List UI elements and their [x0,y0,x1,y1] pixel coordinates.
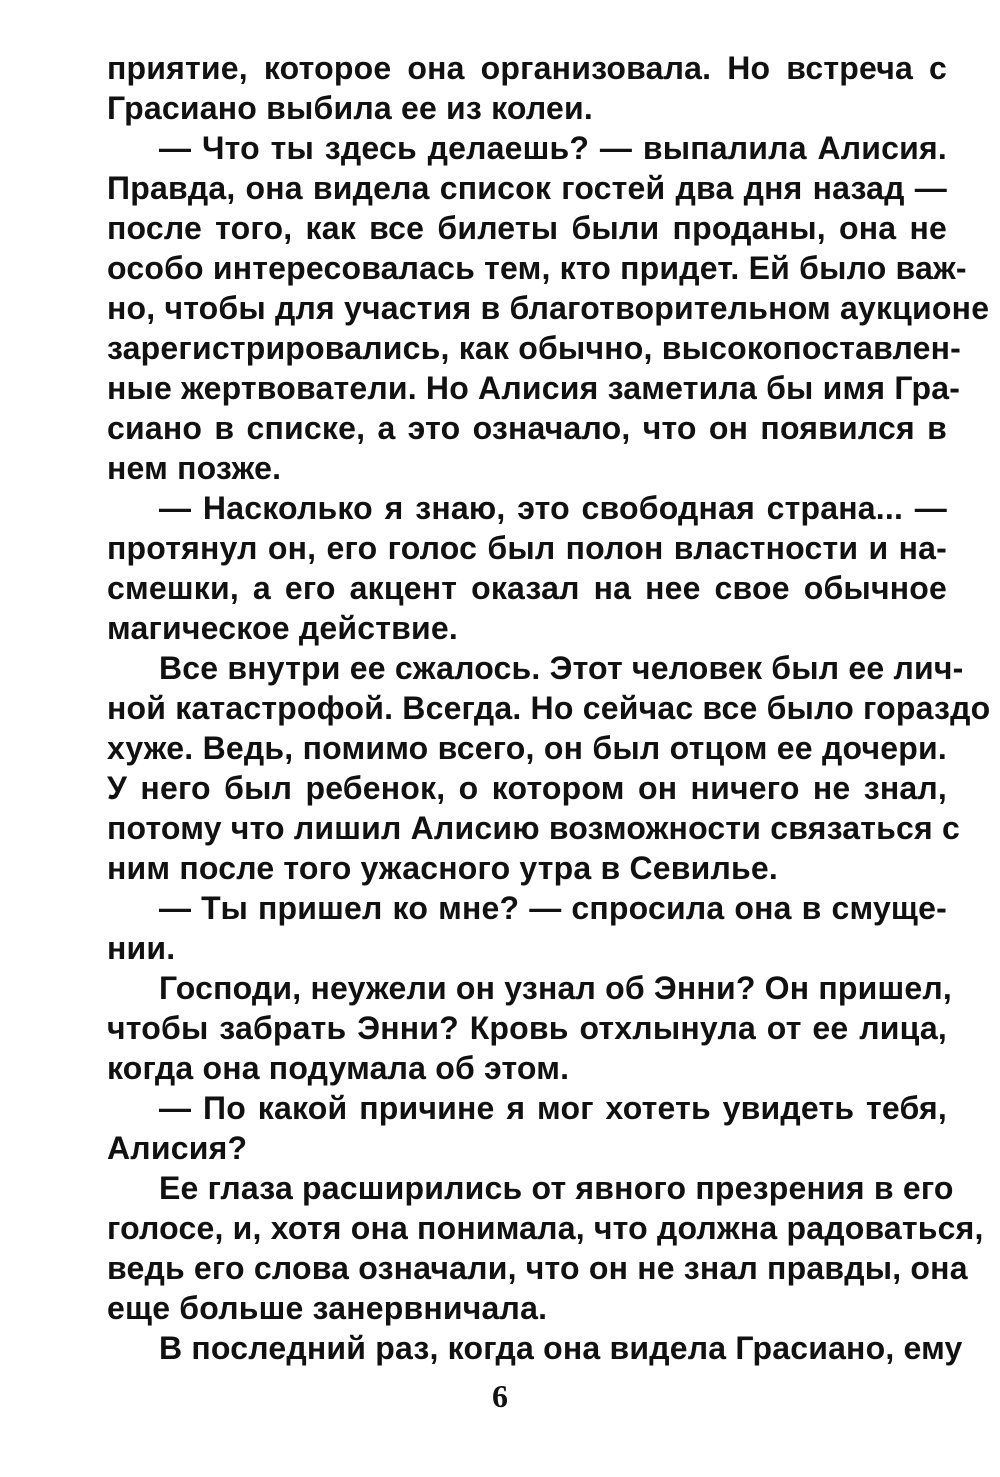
text-line: — Насколько я знаю, это свободная страна... — [159,490,947,526]
text-line: магическое действие. [107,610,458,646]
text-line: особо интересовалась тем, кто придет. Ей было важ- [107,250,967,286]
text-line: — Ты пришел ко мне? — спросила она в смуще- [159,890,947,926]
text-line: еще больше занервничала. [107,1290,548,1326]
text-line: когда она подумала об этом. [107,1050,570,1086]
text-line: но, чтобы для участия в благотворительном аукционе [107,290,990,326]
text-line: ведь его слова означали, что он не знал правды, она [107,1250,968,1286]
text-line: ним после того ужасного утра в Севилье. [107,850,779,886]
text-line: голосе, и, хотя она понимала, что должна радоваться, [107,1210,984,1246]
text-line: нии. [107,930,176,966]
text-line: Грасиано выбила ее из колеи. [107,90,593,126]
text-line: потому что лишил Алисию возможности связаться с [107,810,960,846]
text-line: В последний раз, когда она видела Грасиано, ему [159,1330,963,1366]
text-line: после того, как все билеты были проданы, она не [107,210,947,246]
text-line: сиано в списке, а это означало, что он появился в [107,410,947,446]
text-line: У него был ребенок, о котором он ничего не знал, [107,770,947,806]
text-line: нем позже. [107,450,282,486]
text-line: Все внутри ее сжалось. Этот человек был ее лич- [159,650,964,686]
text-line: — Что ты здесь делаешь? — выпалила Алисия. [159,130,947,166]
text-line: ной катастрофой. Всегда. Но сейчас все было гораздо [107,690,991,726]
text-line: приятие, которое она организовала. Но встреча с [107,50,947,86]
text-line: Алисия? [107,1130,248,1166]
text-line: протянул он, его голос был полон властности и на- [107,530,947,566]
text-line: смешки, а его акцент оказал на нее свое обычное [107,570,947,606]
text-line: чтобы забрать Энни? Кровь отхлынула от ее лица, [107,1010,947,1046]
text-line: Господи, неужели он узнал об Энни? Он пришел, [159,970,952,1006]
text-line: Ее глаза расширились от явного презрения в его [159,1170,954,1206]
text-line: ные жертвователи. Но Алисия заметила бы имя Гра- [107,370,961,406]
text-line: Правда, она видела список гостей два дня назад — [107,170,947,206]
text-line: хуже. Ведь, помимо всего, он был отцом ее дочери. [107,730,947,766]
text-line: зарегистрировались, как обычно, высокопоставлен- [107,330,962,366]
page-number: 6 [492,1378,508,1414]
text-line: — По какой причине я мог хотеть увидеть тебя, [159,1090,947,1126]
